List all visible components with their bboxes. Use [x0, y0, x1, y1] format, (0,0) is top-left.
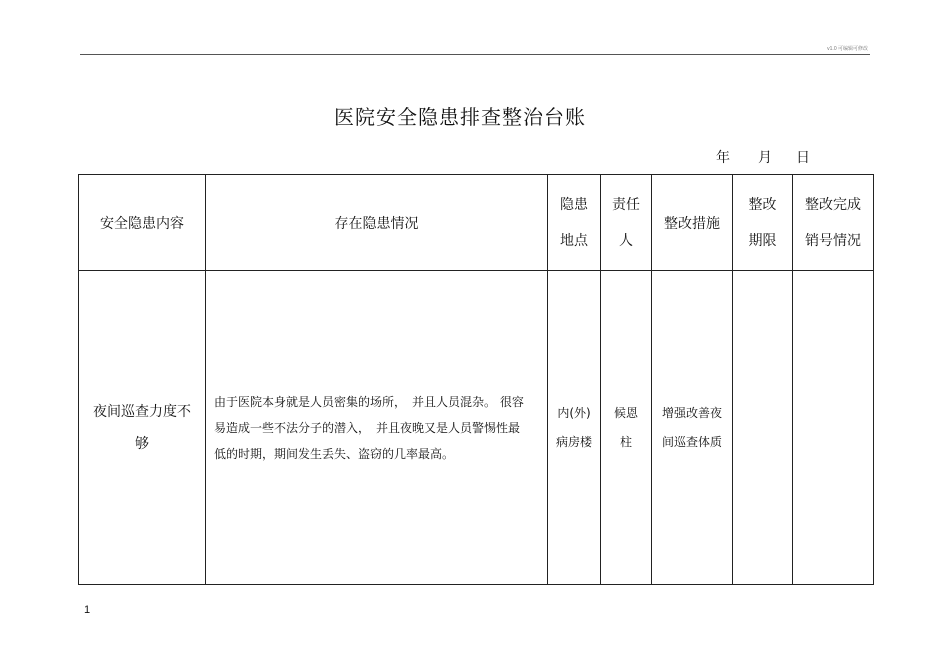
page-number: 1 — [84, 604, 91, 616]
situation-line2: 易造成一些不法分子的潜入， 并且夜晚又是人员警惕性最 — [214, 420, 521, 435]
header-hazard-content-label: 安全隐患内容 — [100, 215, 184, 232]
date-line — [716, 147, 810, 167]
header-situation — [206, 175, 548, 271]
cell-completion — [793, 271, 874, 585]
header-responsible-line2: 人 — [619, 232, 633, 249]
table-row — [79, 271, 874, 585]
date-year-label: 年 — [716, 150, 730, 166]
hazard-content-line1: 夜间巡查力度不 — [93, 403, 191, 420]
header-completion — [793, 175, 874, 271]
header-responsible-line1: 责任 — [612, 196, 640, 213]
situation-line3: 低的时期，期间发生丢失、盗窃的几率最高。 — [214, 446, 455, 461]
header-location-line1: 隐患 — [560, 196, 588, 213]
header-situation-label: 存在隐患情况 — [334, 215, 419, 232]
situation-line1: 由于医院本身就是人员密集的场所， 并且人员混杂。 很容 — [214, 394, 524, 409]
date-day-label: 日 — [796, 150, 810, 166]
location-line2: 病房楼 — [555, 434, 592, 449]
cell-situation — [206, 271, 548, 585]
date-month-label: 月 — [758, 150, 772, 166]
responsible-line1: 候恩 — [613, 405, 638, 420]
header-deadline-line2: 期限 — [748, 232, 777, 249]
header-location — [548, 175, 601, 271]
header-measures-label: 整改措施 — [664, 215, 720, 232]
header-rule — [80, 54, 870, 55]
cell-location — [548, 271, 601, 585]
header-hazard-content — [79, 175, 206, 271]
location-line1: 内(外) — [557, 405, 591, 420]
hazard-ledger-table — [78, 174, 874, 585]
table-header-row — [79, 175, 874, 271]
cell-responsible — [601, 271, 652, 585]
cell-measures — [652, 271, 733, 585]
header-deadline — [733, 175, 793, 271]
header-completion-line1: 整改完成 — [805, 196, 861, 213]
measures-line1: 增强改善夜 — [661, 405, 722, 420]
header-responsible — [601, 175, 652, 271]
cell-deadline — [733, 271, 793, 585]
cell-hazard-content — [79, 271, 206, 585]
responsible-line2: 柱 — [619, 434, 632, 449]
hazard-content-line2: 够 — [135, 435, 149, 452]
header-measures — [652, 175, 733, 271]
header-completion-line2: 销号情况 — [805, 232, 861, 249]
measures-line2: 间巡查体质 — [661, 434, 722, 449]
header-deadline-line1: 整改 — [748, 196, 777, 213]
version-label: v1.0 可编辑可修改 — [827, 46, 868, 52]
header-location-line2: 地点 — [560, 232, 588, 249]
document-title: 医院安全隐患排查整治台账 — [334, 105, 586, 129]
